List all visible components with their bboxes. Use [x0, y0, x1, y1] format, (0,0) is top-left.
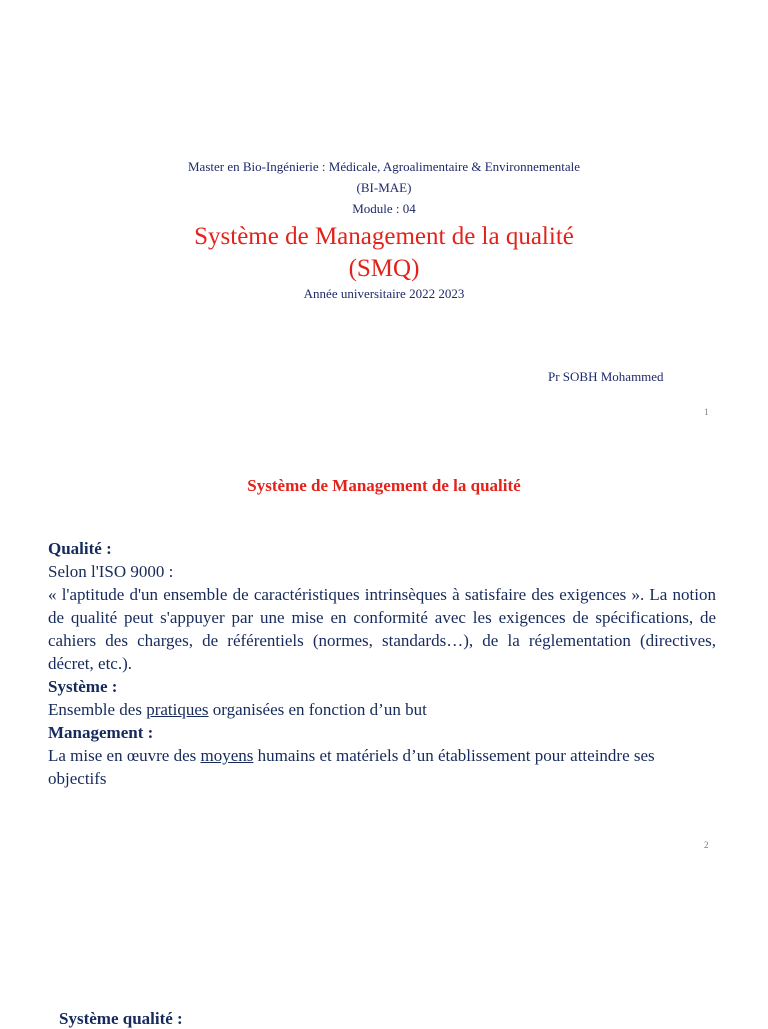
system-heading: Système : [48, 677, 118, 696]
program-name: Master en Bio-Ingénierie : Médicale, Agroalimentaire & Environnementale [187, 159, 581, 174]
academic-year: Année universitaire 2022 2023 [303, 286, 465, 301]
management-def-text-start: La mise en œuvre des [48, 746, 201, 765]
system-def-text-end: organisées en fonction d’un but [208, 700, 427, 719]
page-number-1: 1 [704, 407, 709, 417]
quality-definition: « l'aptitude d'un ensemble de caractéristiques intrinsèques à satisfaire des exigences ». La notion de qualité peut s'appuyer par une mise en conformité avec les exigences de spécifications, de cahiers des charges, de référentiels (normes, standards…), de la réglementation (directives, décret, etc.). [48, 585, 716, 673]
module-number: Module : 04 [352, 201, 416, 216]
course-title: Système de Management de la qualité [194, 223, 574, 250]
system-def-text-start: Ensemble des [48, 700, 147, 719]
program-acronym: (BI-MAE) [356, 180, 412, 195]
page-number-2: 2 [704, 840, 709, 850]
system-def-underlined: pratiques [146, 700, 209, 719]
quality-system-heading: Système qualité : [59, 1009, 183, 1028]
management-heading: Management : [48, 723, 154, 742]
course-abbreviation: (SMQ) [348, 255, 420, 282]
system-definition [48, 698, 716, 721]
management-def-underlined: moyens [200, 746, 254, 765]
quality-heading: Qualité : [48, 539, 112, 558]
section-title: Système de Management de la qualité [247, 476, 521, 495]
definitions-block [48, 537, 716, 790]
management-definition [48, 744, 716, 790]
management-def-text-end: humains et matériels d’un établissement pour atteindre ses objectifs [48, 746, 655, 788]
author-name: Pr SOBH Mohammed [548, 369, 664, 384]
iso-reference: Selon l'ISO 9000 : [48, 562, 174, 581]
